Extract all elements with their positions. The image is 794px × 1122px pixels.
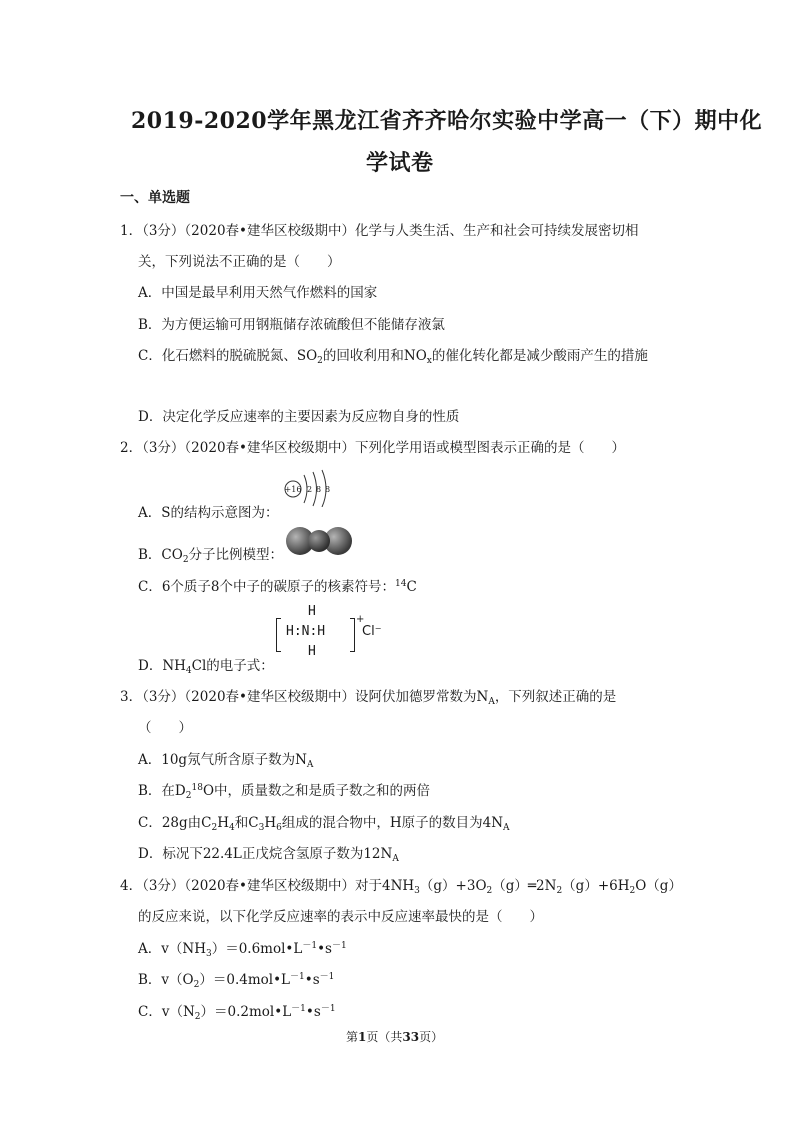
question-1-option-b: B．为方便运输可用钢瓶储存浓硫酸但不能储存液氯 bbox=[138, 317, 445, 333]
page-title-line2: 学试卷 bbox=[366, 150, 434, 176]
shell-3-electrons: 8 bbox=[325, 485, 331, 494]
left-bracket bbox=[276, 618, 281, 652]
question-4-stem: 4．（3分）（2020春•建华区校级期中）对于$4NH_3(g)+3O_2(g)═2N_2(g)+6H_2O(g)$ bbox=[120, 878, 682, 896]
question-2-option-c: C．6个质子8个中子的碳原子的核素符号：$^{14}$C bbox=[138, 579, 417, 595]
question-3-stem-cont: （ ） bbox=[138, 720, 192, 736]
sulfur-atom-structure-diagram bbox=[282, 467, 338, 507]
question-2-option-a: A．S的结构示意图为： bbox=[138, 505, 279, 521]
question-1-stem: 1．（3分）（2020春•建华区校级期中）化学与人类生活、生产和社会可持续发展密切相 bbox=[120, 223, 639, 239]
formula-bottom-h: H bbox=[308, 644, 316, 659]
question-4-option-c: C．$v(N_2)=0.2mol•L^{-1}•s^{-1}$ bbox=[138, 1004, 336, 1022]
question-2-option-b: B．$CO_2$分子比例模型： bbox=[138, 547, 284, 565]
question-1-option-a: A．中国是最早利用天然气作燃料的国家 bbox=[138, 285, 378, 301]
formula-top-h: H bbox=[308, 604, 316, 619]
page-total: 33 bbox=[402, 1030, 420, 1044]
question-3-option-b: B．在$D_2^{18}O$中，质量数之和是质子数之和的两倍 bbox=[138, 783, 431, 801]
page-footer: 第1页（共33页） bbox=[346, 1030, 444, 1044]
question-1-stem-cont: 关，下列说法不正确的是（ ） bbox=[138, 254, 341, 270]
question-1-option-d: D．决定化学反应速率的主要因素为反应物自身的性质 bbox=[138, 409, 460, 425]
page-number: 1 bbox=[358, 1030, 367, 1044]
shell-1-electrons: 2 bbox=[307, 485, 313, 494]
question-3-option-d: D．标况下22.4L正戊烷含氢原子数为$12N_A$ bbox=[138, 846, 399, 864]
section-heading: 一、单选题 bbox=[120, 190, 190, 206]
formula-middle: H:N:H bbox=[286, 624, 326, 639]
question-4-stem-cont: 的反应来说，以下化学反应速率的表示中反应速率最快的是（ ） bbox=[138, 909, 543, 925]
shell-2-electrons: 8 bbox=[316, 485, 322, 494]
question-2-option-d: D．$NH_4Cl$的电子式： bbox=[138, 658, 274, 676]
question-3-stem: 3．（3分）（2020春•建华区校级期中）设阿伏加德罗常数为$N_A$，下列叙述正确的是 bbox=[120, 689, 617, 707]
cation-charge: + bbox=[356, 614, 365, 625]
question-3-option-a: A．10g氖气所含原子数为$N_A$ bbox=[138, 752, 314, 770]
question-4-option-a: A．$v(NH_3)=0.6mol•L^{-1}•s^{-1}$ bbox=[138, 941, 347, 959]
question-1-option-c: C．化石燃料的脱硫脱氮、$SO_2$的回收利用和$NO_x$的催化转化都是减少酸雨产生的措施 bbox=[138, 348, 648, 366]
co2-space-filling-model bbox=[282, 524, 356, 558]
question-2-stem: 2．（3分）（2020春•建华区校级期中）下列化学用语或模型图表示正确的是（ ） bbox=[120, 440, 625, 456]
page-title-line1: 2019-2020学年黑龙江省齐齐哈尔实验中学高一（下）期中化 bbox=[131, 108, 763, 134]
right-bracket bbox=[350, 618, 355, 652]
question-3-option-c: C．28g由$C_2H_4$和$C_3H_6$组成的混合物中，H原子的数目为$4N_A$ bbox=[138, 815, 510, 833]
question-4-option-b: B．$v(O_2)=0.4mol•L^{-1}•s^{-1}$ bbox=[138, 972, 335, 990]
anion-label: Cl⁻ bbox=[362, 624, 382, 639]
ammonium-chloride-electron-formula bbox=[276, 604, 386, 664]
nucleus-charge-label: +16 bbox=[284, 485, 302, 494]
